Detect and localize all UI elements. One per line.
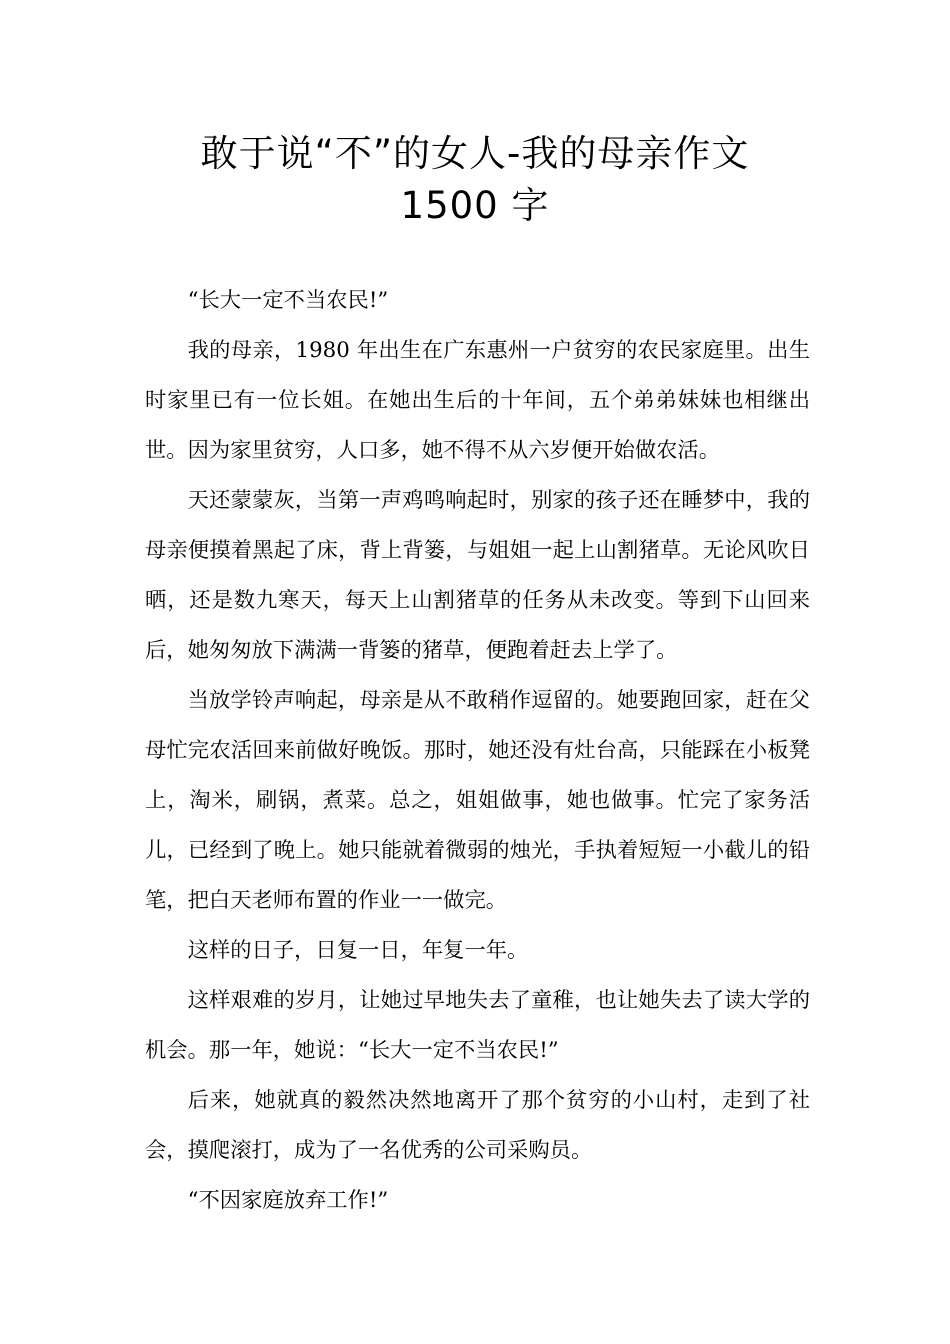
- paragraph: 这样的日子，日复一日，年复一年。: [187, 938, 529, 963]
- paragraph: “不因家庭放弃工作!”: [187, 1188, 389, 1213]
- paragraph: 我的母亲，1980 年出生在广东惠州一户贫穷的农民家庭里。出生时家里已有一位长姐。在她出生后的十年间，五个弟弟妹妹也相继出世。因为家里贫穷，人口多，她不得不从六岁便开始做农活。: [145, 338, 810, 463]
- paragraph: “长大一定不当农民!”: [187, 288, 389, 313]
- document-title-line-1: 敢于说“不”的女人-我的母亲作文: [200, 132, 750, 175]
- paragraph: 天还蒙蒙灰，当第一声鸡鸣响起时，别家的孩子还在睡梦中，我的母亲便摸着黑起了床，背上背篓，与姐姐一起上山割猪草。无论风吹日晒，还是数九寒天，每天上山割猪草的任务从未改变。等到下山回来后，她匆匆放下满满一背篓的猪草，便跑着赶去上学了。: [145, 488, 810, 663]
- paragraph: 当放学铃声响起，母亲是从不敢稍作逗留的。她要跑回家，赶在父母忙完农活回来前做好晚饭。那时，她还没有灶台高，只能踩在小板凳上，淘米，刷锅，煮菜。总之，姐姐做事，她也做事。忙完了家务活儿，已经到了晚上。她只能就着微弱的烛光，手执着短短一小截儿的铅笔，把白天老师布置的作业一一做完。: [145, 688, 810, 913]
- paragraph: 这样艰难的岁月，让她过早地失去了童稚，也让她失去了读大学的机会。那一年，她说：“长大一定不当农民!”: [145, 988, 810, 1063]
- document-title-line-2: 1500 字: [400, 184, 550, 227]
- paragraph: 后来，她就真的毅然决然地离开了那个贫穷的小山村，走到了社会，摸爬滚打，成为了一名优秀的公司采购员。: [145, 1088, 810, 1163]
- document-body: [145, 276, 810, 1226]
